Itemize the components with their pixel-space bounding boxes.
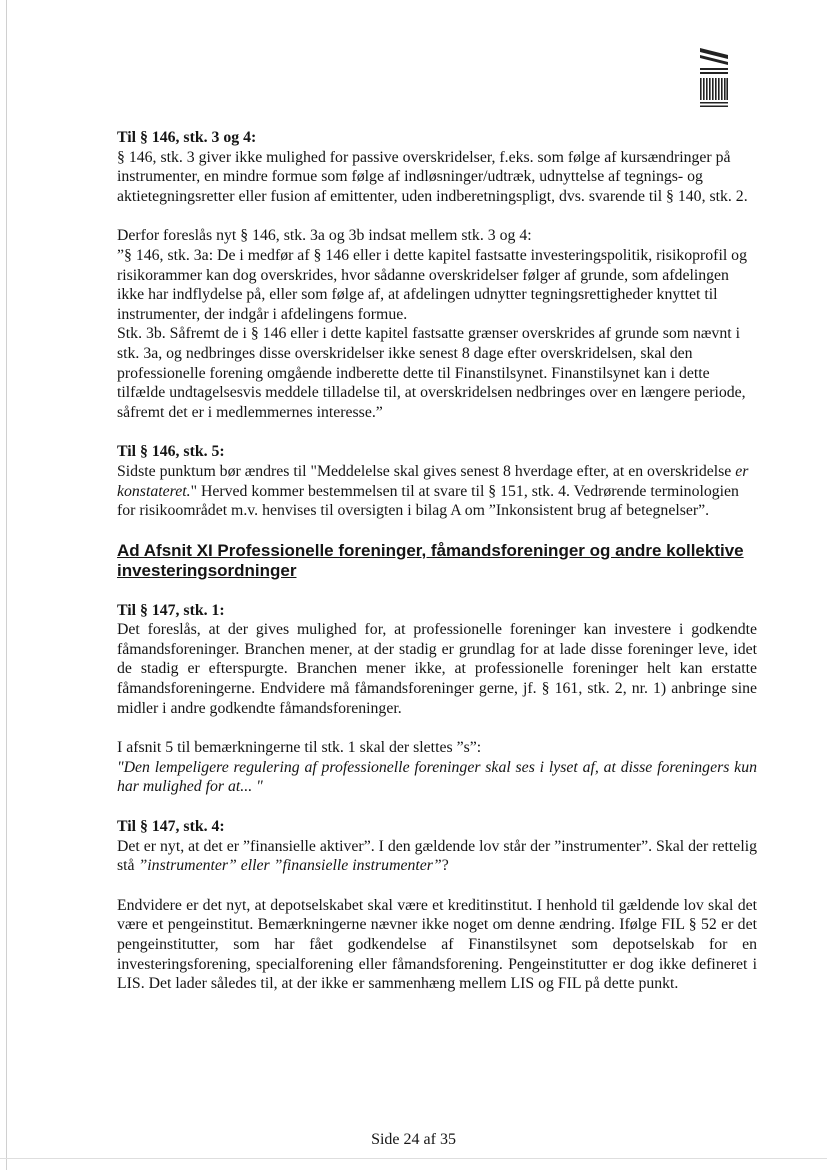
paragraph-proposal-3b: Stk. 3b. Såfremt de i § 146 eller i dette kapitel fastsatte grænser overskrides af grunde som nævnt i stk. 3a, og nedbringes disse overskridelser ikke senest 8 dage efter overskridelsen, skal den professionelle forening omgående indberette dette til Finanstilsynet. Finanstilsynet kan i dette tilfælde undtagelsesvis meddele tilladelse til, at overskridelsen nedbringes over en længere periode, såfremt det er i medlemmernes interesse.” bbox=[117, 325, 746, 421]
paragraph-proposal-3a: ”§ 146, stk. 3a: De i medfør af § 146 eller i dette kapitel fastsatte investeringspolitik, risikoprofil og risikorammer kan dog overskrides, hvor sådanne overskridelser følger af grunde, som afdelingen ikke har indflydelse på, eller som følge af, at afdelingen udnytter tegningsrettigheder knyttet til instrumenter, der indgår i afdelingens formue. bbox=[117, 246, 747, 323]
paragraph-146-5: Sidste punktum bør ændres til "Meddelelse skal gives senest 8 hverdage efter, at en overskridelse er konstateret." Herved kommer bestemmelsen til at svare til § 151, stk. 4. Vedrørende terminologien for risikoområdet m.v. henvises til oversigten i bilag A om ”Inkonsistent brug af betegnelser”. bbox=[117, 462, 749, 520]
paragraph-147-1: Det foreslås, at der gives mulighed for, at professionelle foreninger kan investere i godkendte fåmandsforeninger. Branchen mener, at der stadig er grundlag for at lade disse foreninger leve, idet de stadig er efterspurgte. Branchen mener ikke, at professionelle foreninger helt kan erstatte fåmandsforeningerne. Endvidere må fåmandsforeninger gerne, jf. § 161, stk. 2, nr. 1) anbringe sine midler i andre godkendte fåmandsforeninger. bbox=[117, 621, 757, 717]
heading-147-1: Til § 147, stk. 1: bbox=[117, 601, 225, 619]
paragraph-afsnit-5-intro: I afsnit 5 til bemærkningerne til stk. 1 skal der slettes ”s”: bbox=[117, 739, 482, 757]
paragraph-depotselskab: Endvidere er det nyt, at depotselskabet skal være et kreditinstitut. I henhold til gældende lov skal det være et pengeinstitut. Bemærkningerne nævner ikke noget om denne ændring. Ifølge FIL § 52 er det pengeinstitutter, som har fået godkendelse af Finanstilsynet som depotselskab for en investeringsforening, specialforening eller fåmandsforening. Pengeinstitutter er dog ikke defineret i LIS. Det lader således til, at der ikke er sammenhæng mellem LIS og FIL på dette punkt. bbox=[117, 896, 757, 993]
heading-146-3-4: Til § 146, stk. 3 og 4: bbox=[117, 129, 257, 146]
paragraph-147-4: Det er nyt, at det er ”finansielle aktiver”. I den gældende lov står der ”instrumenter”. Skal der rettelig stå ”instrumenter” eller ”finansielle instrumenter”? bbox=[117, 837, 757, 875]
document-body bbox=[117, 128, 757, 994]
paragraph-proposal-intro: Derfor foreslås nyt § 146, stk. 3a og 3b indsat mellem stk. 3 og 4: bbox=[117, 227, 532, 245]
heading-146-5: Til § 146, stk. 5: bbox=[117, 443, 225, 461]
striped-logo-icon bbox=[700, 46, 728, 108]
heading-147-4: Til § 147, stk. 4: bbox=[117, 818, 225, 836]
quote-afsnit-5: "Den lempeligere regulering af professionelle foreninger skal ses i lyset af, at disse foreningers kun har mulighed for at... " bbox=[117, 758, 757, 796]
section-title-afsnit-xi: Ad Afsnit XI Professionelle foreninger, fåmandsforeninger og andre kollektive investeringsordninger bbox=[117, 540, 744, 580]
paragraph-146-3-4: § 146, stk. 3 giver ikke mulighed for passive overskridelser, f.eks. som følge af kursændringer på instrumenter, en mindre formue som følge af indløsninger/udtræk, udnyttelse af tegnings- og aktietegningsretter eller fusion af emittenter, uden indberetningspligt, dvs. svarende til § 140, stk. 2. bbox=[117, 148, 748, 205]
page-edge-left bbox=[6, 0, 7, 1170]
page-number: Side 24 af 35 bbox=[371, 1131, 456, 1148]
page-edge-bottom bbox=[0, 1158, 827, 1159]
